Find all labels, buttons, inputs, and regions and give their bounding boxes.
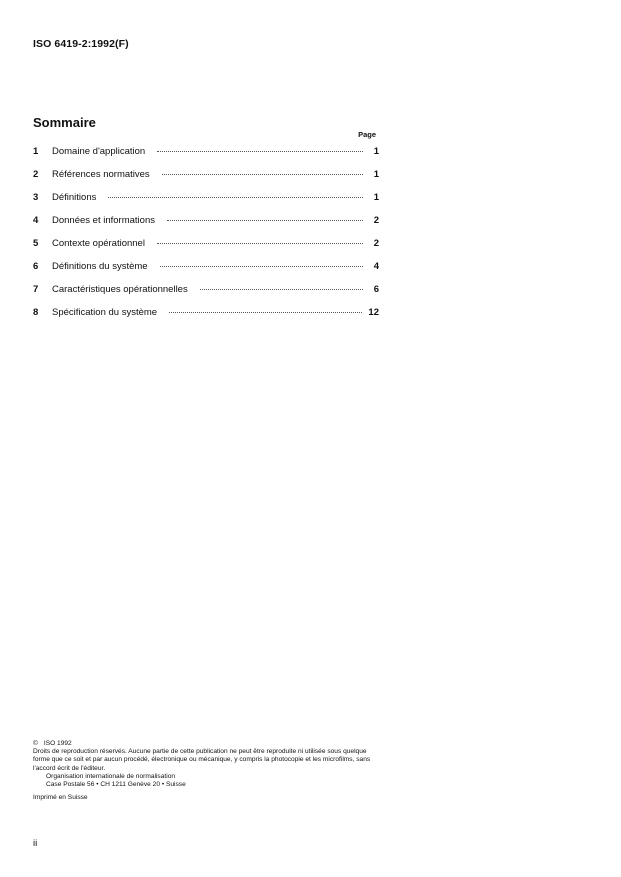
toc-entry-label: Caractéristiques opérationnelles <box>52 284 188 295</box>
toc-entry-4[interactable] <box>33 215 379 238</box>
toc-entry-1[interactable] <box>33 146 379 169</box>
table-of-contents <box>33 146 379 330</box>
toc-entry-page: 4 <box>373 261 379 272</box>
toc-entry-number: 4 <box>33 215 39 226</box>
toc-leader-dots <box>167 220 363 221</box>
toc-entry-page: 12 <box>368 307 379 318</box>
toc-entry-number: 2 <box>33 169 39 180</box>
copyright-owner-year: ISO 1992 <box>43 740 72 747</box>
toc-entry-page: 1 <box>373 169 379 180</box>
page-number: ii <box>33 838 38 849</box>
toc-entry-3[interactable] <box>33 192 379 215</box>
copyright-line <box>33 740 381 748</box>
toc-leader-dots <box>157 151 363 152</box>
toc-entry-label: Domaine d'application <box>52 146 146 157</box>
toc-entry-6[interactable] <box>33 261 379 284</box>
toc-leader-dots <box>108 197 363 198</box>
copyright-address: Case Postale 56 • CH 1211 Genève 20 • Suisse <box>46 781 186 789</box>
toc-entry-number: 5 <box>33 238 39 249</box>
copyright-organization: Organisation internationale de normalisation <box>46 772 176 780</box>
toc-entry-page: 2 <box>373 215 379 226</box>
toc-entry-page: 2 <box>373 238 379 249</box>
toc-entry-page: 6 <box>373 284 379 295</box>
toc-entry-label: Définitions <box>52 192 97 203</box>
toc-leader-dots <box>157 243 363 244</box>
toc-entry-7[interactable] <box>33 284 379 307</box>
toc-leader-dots <box>162 174 363 175</box>
toc-entry-8[interactable] <box>33 307 379 330</box>
toc-leader-dots <box>169 312 362 313</box>
toc-entry-number: 8 <box>33 307 39 318</box>
toc-entry-label: Définitions du système <box>52 261 148 272</box>
toc-entry-number: 7 <box>33 284 39 295</box>
toc-entry-label: Références normatives <box>52 169 150 180</box>
document-header: ISO 6419-2:1992(F) <box>33 38 129 50</box>
copyright-printed: Imprimé en Suisse <box>33 794 88 802</box>
copyright-rights-text: Droits de reproduction réservés. Aucune partie de cette publication ne peut être reproduite ni utilisée sous quelque forme que ce soit et par aucun procédé, électronique ou mécanique, y compris la photocopie et les microfilms, sans l'accord écrit de l'éditeur. <box>33 748 371 772</box>
toc-entry-page: 1 <box>373 146 379 157</box>
toc-leader-dots <box>160 266 363 267</box>
copyright-symbol: © <box>33 740 38 747</box>
toc-entry-label: Spécification du système <box>52 307 158 318</box>
copyright-notice <box>33 740 381 802</box>
toc-entry-label: Contexte opérationnel <box>52 238 145 249</box>
toc-title: Sommaire <box>33 115 96 130</box>
toc-entry-number: 1 <box>33 146 39 157</box>
toc-entry-number: 6 <box>33 261 39 272</box>
toc-entry-number: 3 <box>33 192 39 203</box>
toc-entry-label: Données et informations <box>52 215 155 226</box>
toc-entry-5[interactable] <box>33 238 379 261</box>
toc-page-column-label: Page <box>358 130 376 139</box>
toc-entry-page: 1 <box>373 192 379 203</box>
toc-leader-dots <box>200 289 363 290</box>
toc-entry-2[interactable] <box>33 169 379 192</box>
